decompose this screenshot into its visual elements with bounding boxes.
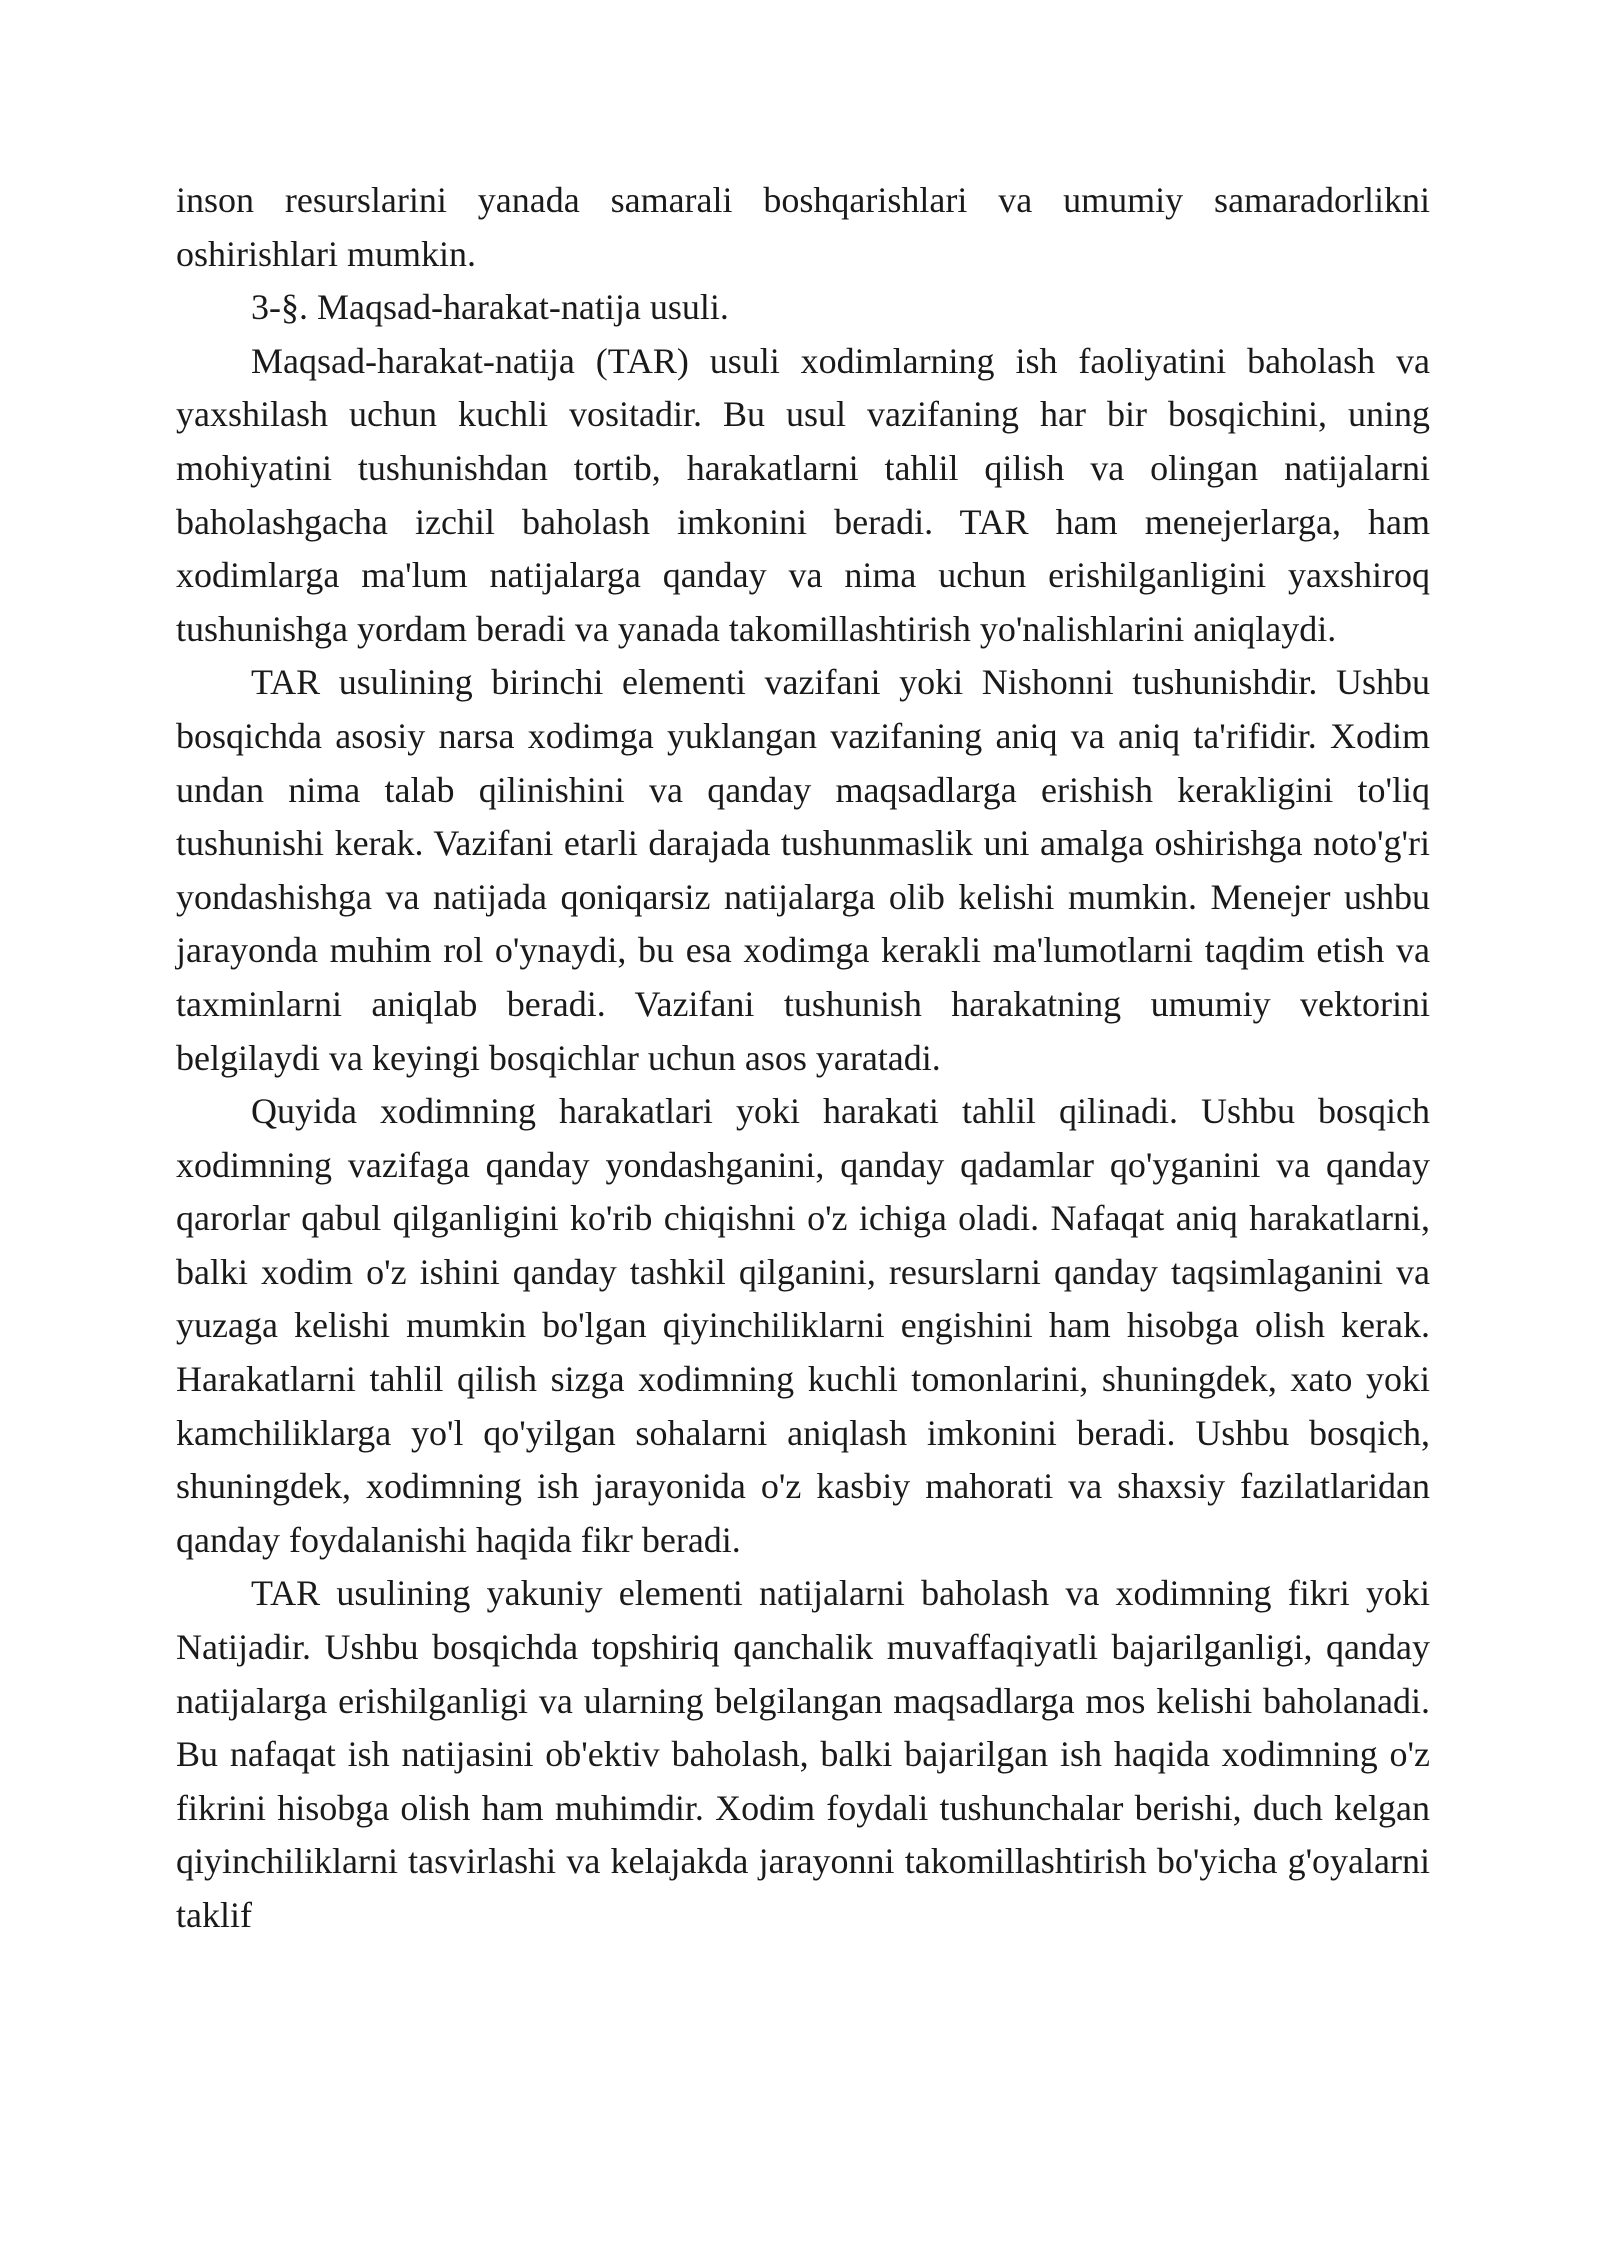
paragraph-intro: Maqsad-harakat-natija (TAR) usuli xodimlarning ish faoliyatini baholash va yaxshilash uchun kuchli vositadir. Bu usul vazifaning har bir bosqichini, uning mohiyatini tushunishdan tortib, harakatlarni tahlil qilish va olingan natijalarni baholashgacha izchil baholash imkonini beradi. TAR ham menejerlarga, ham xodimlarga ma'lum natijalarga qanday va nima uchun erishilganligini yaxshiroq tushunishga yordam beradi va yanada takomillashtirish yo'nalishlarini aniqlaydi.	[176, 340, 1430, 649]
paragraph-continuation: inson resurslarini yanada samarali boshqarishlari va umumiy samaradorlikni oshirishlari mumkin.	[176, 180, 1430, 274]
paragraph-action: Quyida xodimning harakatlari yoki harakati tahlil qilinadi. Ushbu bosqich xodimning vazifaga qanday yondashganini, qanday qadamlar qo'yganini va qanday qarorlar qabul qilganligini ko'rib chiqishni o'z ichiga oladi. Nafaqat aniq harakatlarni, balki xodim o'z ishini qanday tashkil qilganini, resurslarni qanday taqsimlaganini va yuzaga kelishi mumkin bo'lgan qiyinchiliklarni engishini ham hisobga olish kerak. Harakatlarni tahlil qilish sizga xodimning kuchli tomonlarini, shuningdek, xato yoki kamchiliklarga yo'l qo'yilgan sohalarni aniqlash imkonini beradi. Ushbu bosqich, shuningdek, xodimning ish jarayonida o'z kasbiy mahorati va shaxsiy fazilatlaridan qanday foydalanishi haqida fikr beradi.	[176, 1091, 1430, 1560]
paragraph-result: TAR usulining yakuniy elementi natijalarni baholash va xodimning fikri yoki Natijadir. Ushbu bosqichda topshiriq qanchalik muvaffaqiyatli bajarilganligi, qanday natijalarga erishilganligi va ularning belgilangan maqsadlarga mos kelishi baholanadi. Bu nafaqat ish natijasini ob'ektiv baholash, balki bajarilgan ish haqida xodimning o'z fikrini hisobga olish ham muhimdir. Xodim foydali tushunchalar berishi, duch kelgan qiyinchiliklarni tasvirlashi va kelajakda jarayonni takomillashtirish bo'yicha g'oyalarni taklif	[176, 1573, 1430, 1935]
section-heading: 3-§. Maqsad-harakat-natija usuli.	[251, 287, 729, 328]
paragraph-task: TAR usulining birinchi elementi vazifani yoki Nishonni tushunishdir. Ushbu bosqichda asosiy narsa xodimga yuklangan vazifaning aniq va aniq ta'rifidir. Xodim undan nima talab qilinishini va qanday maqsadlarga erishish kerakligini to'liq tushunishi kerak. Vazifani etarli darajada tushunmaslik uni amalga oshirishga noto'g'ri yondashishga va natijada qoniqarsiz natijalarga olib kelishi mumkin. Menejer ushbu jarayonda muhim rol o'ynaydi, bu esa xodimga kerakli ma'lumotlarni taqdim etish va taxminlarni aniqlab beradi. Vazifani tushunish harakatning umumiy vektorini belgilaydi va keyingi bosqichlar uchun asos yaratadi.	[176, 662, 1430, 1078]
document-page	[176, 174, 1430, 1943]
